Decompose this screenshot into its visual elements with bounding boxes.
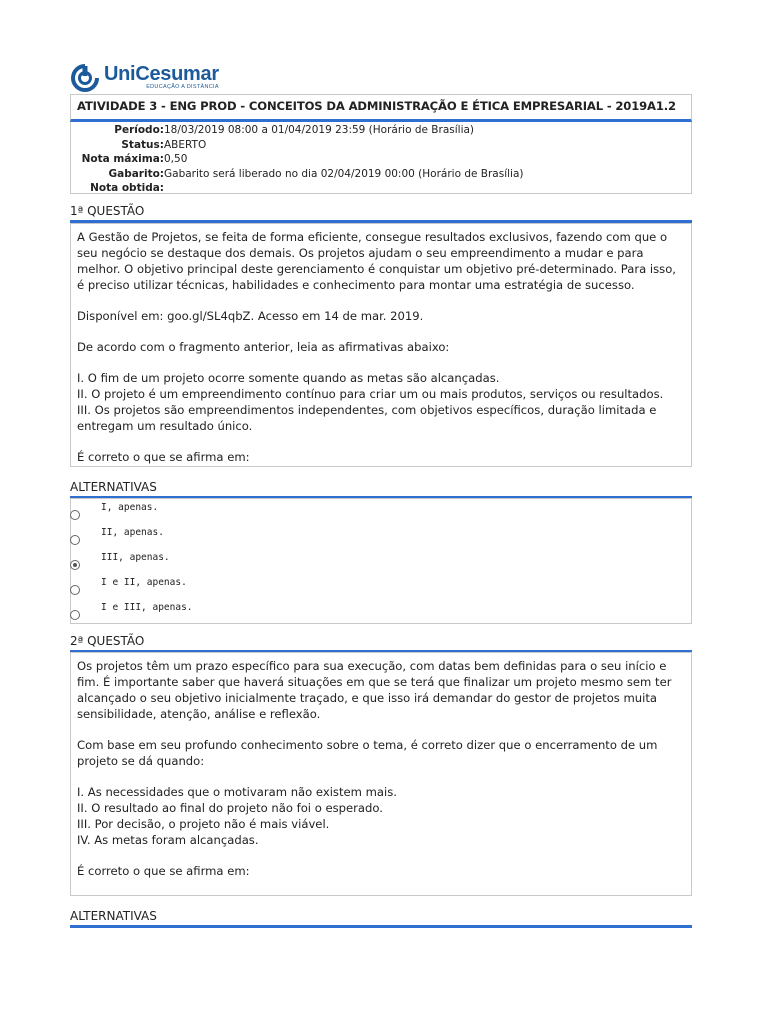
- activity-info: [70, 122, 692, 194]
- alternatives-2-heading: ALTERNATIVAS: [70, 909, 692, 928]
- alternative-option[interactable]: [71, 527, 671, 552]
- alternative-label: I e II, apenas.: [101, 577, 187, 588]
- info-value: 0,50: [164, 153, 188, 165]
- question-1-text: [70, 223, 692, 467]
- statement: III. Por decisão, o projeto não é mais viável.: [77, 817, 330, 831]
- alternative-label: II, apenas.: [101, 527, 164, 538]
- info-value: ABERTO: [164, 138, 207, 151]
- question-2-ask: É correto o que se afirma em:: [77, 864, 250, 878]
- info-label: Nota obtida:: [90, 182, 164, 194]
- radio-button[interactable]: [70, 510, 80, 520]
- info-label: Período:: [114, 124, 164, 136]
- statement: III. Os projetos são empreendimentos independentes, com objetivos específicos, duração limitada e entregam um resultado único.: [77, 403, 657, 433]
- question-1-heading: 1ª QUESTÃO: [70, 204, 692, 223]
- alternative-label: I, apenas.: [101, 502, 159, 513]
- unicesumar-logo: [70, 64, 219, 94]
- statement: II. O projeto é um empreendimento contínuo para criar um ou mais produtos, serviços ou resultados.: [77, 387, 664, 401]
- question-1-paragraph: A Gestão de Projetos, se feita de forma eficiente, consegue resultados exclusivos, fazendo com que o seu negócio se destaque dos demais. Os projetos ajudam o seu empreendimento a mudar e para melhor. O objetivo principal deste gerenciamento é conquistar um objetivo pré-determinado. Para isso, é preciso utilizar técnicas, habilidades e conhecimento para montar uma estratégia de sucesso.: [77, 230, 676, 292]
- brand-subtitle: EDUCAÇÃO A DISTÂNCIA: [146, 84, 219, 90]
- alternative-option[interactable]: [71, 577, 671, 602]
- alternative-option[interactable]: [71, 502, 671, 527]
- question-2-text: [70, 652, 692, 896]
- question-2-paragraph: Os projetos têm um prazo específico para sua execução, com datas bem definidas para o seu início e fim. É importante saber que haverá situações em que se terá que finalizar um projeto mesmo sem ter alcançado o seu objetivo inicialmente traçado, e que isso irá demandar do gestor de projetos muita sensibilidade, atenção, análise e reflexão.: [77, 659, 672, 721]
- info-label: Nota máxima:: [81, 153, 164, 165]
- info-row-period: [71, 123, 691, 138]
- statement: IV. As metas foram alcançadas.: [77, 833, 259, 847]
- info-row-answer-key: [71, 167, 691, 182]
- statement: II. O resultado ao final do projeto não foi o esperado.: [77, 801, 383, 815]
- statement: I. O fim de um projeto ocorre somente quando as metas são alcançadas.: [77, 371, 500, 385]
- unicesumar-logo-icon: [70, 64, 100, 92]
- radio-button[interactable]: [70, 610, 80, 620]
- statement: I. As necessidades que o motivaram não existem mais.: [77, 785, 397, 799]
- question-1-source: Disponível em: goo.gl/SL4qbZ. Acesso em 14 de mar. 2019.: [77, 309, 424, 323]
- radio-button[interactable]: [70, 585, 80, 595]
- info-label: Gabarito:: [108, 167, 164, 180]
- question-2-prompt: Com base em seu profundo conhecimento sobre o tema, é correto dizer que o encerramento de um projeto se dá quando:: [77, 738, 658, 768]
- activity-title: ATIVIDADE 3 - ENG PROD - CONCEITOS DA ADMINISTRAÇÃO E ÉTICA EMPRESARIAL - 2019A1.2: [77, 99, 676, 113]
- info-row-status: [71, 138, 691, 153]
- alternative-option[interactable]: [71, 552, 671, 577]
- alternative-label: III, apenas.: [101, 552, 170, 563]
- info-value: 18/03/2019 08:00 a 01/04/2019 23:59 (Horário de Brasília): [164, 124, 475, 136]
- alternative-option[interactable]: [71, 602, 671, 627]
- activity-title-box: [70, 94, 692, 122]
- info-value: Gabarito será liberado no dia 02/04/2019 00:00 (Horário de Brasília): [164, 167, 524, 180]
- question-1-prompt: De acordo com o fragmento anterior, leia as afirmativas abaixo:: [77, 340, 450, 354]
- alternative-label: I e III, apenas.: [101, 602, 193, 613]
- brand-name: UniCesumar: [104, 63, 219, 85]
- info-row-obtained-grade: [71, 181, 691, 196]
- info-row-max-grade: [71, 152, 691, 167]
- radio-button-selected[interactable]: [70, 560, 80, 570]
- alternatives-1-list: [70, 498, 692, 624]
- info-label: Status:: [121, 138, 164, 151]
- radio-button[interactable]: [70, 535, 80, 545]
- question-1-ask: É correto o que se afirma em:: [77, 450, 250, 464]
- alternatives-1-heading: ALTERNATIVAS: [70, 480, 692, 499]
- question-2-heading: 2ª QUESTÃO: [70, 634, 692, 653]
